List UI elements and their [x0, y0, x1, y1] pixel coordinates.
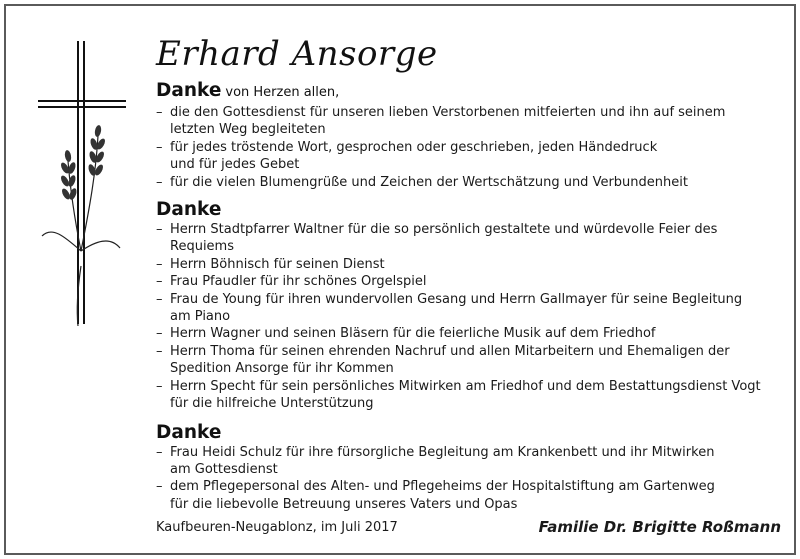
thanks-section-1	[156, 80, 781, 191]
thanks-list	[156, 444, 781, 514]
list-item: – für die vielen Blumengrüße und Zeichen der Wertschätzung und Verbundenheit	[156, 174, 781, 191]
thanks-list	[156, 221, 781, 412]
list-item: – Herrn Stadtpfarrer Waltner für die so persönlich gestaltete und würdevolle Feier des Requiems	[156, 221, 781, 256]
section-heading: Danke	[156, 199, 222, 221]
footer	[156, 518, 781, 538]
place-date: Kaufbeuren-Neugablonz, im Juli 2017	[156, 520, 398, 535]
list-item: – die den Gottesdienst für unseren lieben Verstorbenen mitfeierten und ihn auf seinem letzten Weg begleiteten	[156, 104, 781, 139]
list-item: – Herrn Wagner und seinen Bläsern für die feierliche Musik auf dem Friedhof	[156, 325, 781, 342]
section-heading: Danke	[156, 421, 222, 443]
family-signature: Familie Dr. Brigitte Roßmann	[538, 518, 781, 536]
list-item: – Herrn Specht für sein persönliches Mitwirken am Friedhof und dem Bestattungsdienst Vogt für die hilfreiche Unterstützung	[156, 378, 781, 413]
list-item: – Frau de Young für ihren wundervollen Gesang und Herrn Gallmayer für seine Begleitung am Piano	[156, 291, 781, 326]
list-item: – für jedes tröstende Wort, gesprochen oder geschrieben, jeden Händedruck und für jedes Gebet	[156, 139, 781, 174]
section-intro: von Herzen allen,	[225, 85, 340, 100]
list-item: – dem Pflegepersonal des Alten- und Pflegeheims der Hospitalstiftung am Gartenweg für die liebevolle Betreuung unseres Vaters und Opas	[156, 478, 781, 513]
thanks-section-2	[156, 199, 781, 412]
thanks-section-3	[156, 422, 781, 514]
deceased-name: Erhard Ansorge	[156, 34, 438, 74]
cross-with-wheat-icon	[34, 36, 130, 336]
thanks-list	[156, 104, 781, 191]
list-item: – Frau Pfaudler für ihr schönes Orgelspiel	[156, 273, 781, 290]
list-item: – Frau Heidi Schulz für ihre fürsorgliche Begleitung am Krankenbett und ihr Mitwirken am Gottesdienst	[156, 444, 781, 479]
section-heading	[156, 80, 781, 104]
section-heading-text: Danke	[156, 80, 222, 101]
obituary-card	[4, 4, 796, 555]
list-item: – Herrn Thoma für seinen ehrenden Nachruf und allen Mitarbeitern und Ehemaligen der Spedition Ansorge für ihr Kommen	[156, 343, 781, 378]
obituary-content	[156, 34, 781, 536]
list-item: – Herrn Böhnisch für seinen Dienst	[156, 256, 781, 273]
